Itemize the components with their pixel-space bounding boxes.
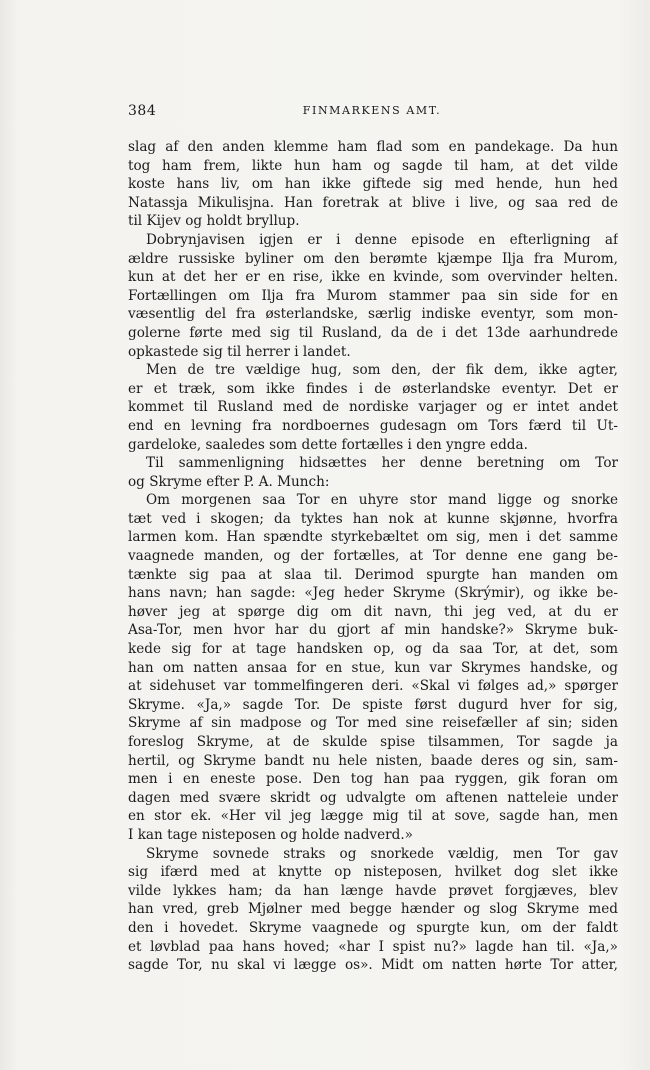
text-line: hertil, og Skryme bandt nu hele nisten, baade deres og sin, sam-	[128, 752, 618, 769]
text-line: et løvblad paa hans hoved; «har I spist nu?» lagde han til. «Ja,»	[128, 938, 618, 955]
text-line: sagde Tor, nu skal vi lægge os». Midt om natten hørte Tor atter,	[128, 957, 618, 974]
page-number: 384	[128, 103, 157, 119]
text-line: en stor ek. «Her vil jeg lægge mig til at sove, sagde han, men	[128, 808, 618, 825]
text-line: at sidehuset var tommelfingeren deri. «Skal vi følges ad,» spørger	[128, 678, 618, 695]
text-line: Om morgenen saa Tor en uhyre stor mand ligge og snorke	[146, 492, 618, 509]
text-line: opkastede sig til herrer i landet.	[128, 343, 351, 360]
text-line: Fortællingen om Ilja fra Murom stammer paa sin side for en	[128, 287, 618, 304]
text-line: tog ham frem, likte hun ham og sagde til ham, at det vilde	[128, 157, 618, 174]
text-line: er et træk, som ikke findes i de østerlandske eventyr. Det er	[128, 380, 618, 397]
text-line: Skryme af sin madpose og Tor med sine reisefæller af sin; siden	[128, 715, 618, 732]
text-line: I kan tage nisteposen og holde nadverd.»	[128, 826, 413, 843]
text-line: Asa-Tor, men hvor har du gjort af min handske?» Skryme buk-	[128, 622, 618, 639]
page-header	[128, 103, 616, 123]
text-line: hans navn; han sagde: «Jeg heder Skryme (Skrýmir), og ikke be-	[128, 585, 618, 602]
text-line: Natassja Mikulisjna. Han foretrak at blive i live, og saa red de	[128, 194, 618, 211]
text-line: han om natten ansaa for en stue, kun var Skrymes handske, og	[128, 659, 618, 676]
text-line: gardeloke, saaledes som dette fortælles i den yngre edda.	[128, 436, 528, 453]
text-line: han vred, greb Mjølner med begge hænder og slog Skryme med	[128, 901, 618, 918]
text-line: vilde lykkes ham; da han længe havde prøvet forgjæves, blev	[128, 882, 618, 899]
text-line: tænkte sig paa at slaa til. Derimod spurgte han manden om	[128, 566, 618, 583]
text-line: Dobrynjavisen igjen er i denne episode en efterligning af	[146, 231, 618, 248]
text-line: men i en eneste pose. Den tog han paa ryggen, gik foran om	[128, 771, 618, 788]
text-line: larmen kom. Han spændte styrkebæltet om sig, men i det samme	[128, 529, 618, 546]
text-line: koste hans liv, om han ikke giftede sig med hende, hun hed	[128, 176, 618, 193]
text-line: kommet til Rusland med de nordiske varjager og er intet andet	[128, 399, 618, 416]
text-line: golerne førte med sig til Rusland, da de i det 13de aarhundrede	[128, 324, 618, 341]
text-line: dagen med svære skridt og udvalgte om aftenen natteleie under	[128, 789, 618, 806]
text-line: og Skryme efter P. A. Munch:	[128, 473, 330, 490]
text-line: til Kijev og holdt bryllup.	[128, 213, 300, 230]
text-line: kede sig for at tage handsken op, og da saa Tor, at det, som	[128, 641, 618, 658]
text-line: slag af den anden klemme ham flad som en pandekage. Da hun	[128, 139, 618, 155]
text-line: vaagnede manden, og der fortælles, at Tor denne ene gang be-	[128, 548, 618, 565]
text-line: Men de tre vældige hug, som den, der fik dem, ikke agter,	[146, 362, 618, 379]
text-line: Skryme sovnede straks og snorkede vældig, men Tor gav	[146, 845, 618, 862]
text-line: Skryme. «Ja,» sagde Tor. De spiste først dugurd hver for sig,	[128, 696, 618, 713]
text-line: tæt ved i skogen; da tyktes han nok at kunne skjønne, hvorfra	[128, 510, 618, 527]
text-line: end en levning fra nordboernes gudesagn om Tors færd til Ut-	[128, 417, 618, 434]
body-text	[128, 138, 618, 975]
text-line: ældre russiske byliner om den berømte kjæmpe Ilja fra Murom,	[128, 250, 618, 267]
text-line: foreslog Skryme, at de skulde spise tilsammen, Tor sagde ja	[128, 734, 618, 750]
text-line: den i hovedet. Skryme vaagnede og spurgte kun, om der faldt	[128, 919, 618, 936]
text-line: væsentlig del fra østerlandske, særlig indiske eventyr, som mon-	[128, 306, 618, 323]
text-line: sig ifærd med at knytte op nisteposen, hvilket dog slet ikke	[128, 864, 618, 881]
text-line: kun at det her er en rise, ikke en kvinde, som overvinder helten.	[128, 269, 618, 286]
running-title: FINMARKENS AMT.	[302, 104, 442, 117]
text-line: Til sammenligning hidsættes her denne beretning om Tor	[146, 455, 618, 472]
text-line: høver jeg at spørge dig om dit navn, thi jeg ved, at du er	[128, 603, 618, 620]
